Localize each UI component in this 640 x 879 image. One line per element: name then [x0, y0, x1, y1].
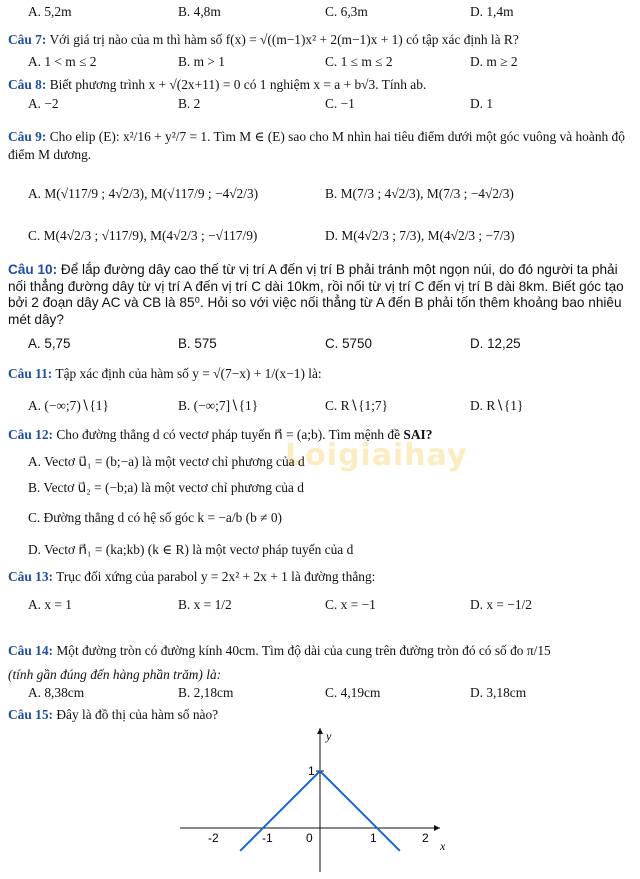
q6-option-d[interactable]: D. 1,4m: [470, 4, 514, 19]
q6-option-c[interactable]: C. 6,3m: [325, 4, 368, 19]
q7-stem: [8, 32, 632, 48]
q14-option-a[interactable]: A. 8,38cm: [28, 685, 85, 700]
q9-stem: [8, 128, 632, 163]
q8-stem: [8, 77, 632, 93]
q11-option-c[interactable]: C. R∖{1;7}: [325, 398, 389, 413]
q13-option-b[interactable]: B. x = 1/2: [178, 597, 232, 612]
q9-option-a[interactable]: A. M(√117/9 ; 4√2/3), M(√117/9 ; −4√2/3): [28, 186, 259, 201]
q8-label: Câu 8:: [8, 77, 47, 92]
q13-option-a[interactable]: A. x = 1: [28, 597, 73, 612]
q14-option-b[interactable]: B. 2,18cm: [178, 685, 234, 700]
q15-text: Đây là đồ thị của hàm số nào?: [56, 707, 219, 722]
q14-option-d[interactable]: D. 3,18cm: [470, 685, 527, 700]
q14-label: Câu 14:: [8, 643, 54, 658]
q11-label: Câu 11:: [8, 366, 53, 381]
q13-option-c[interactable]: C. x = −1: [325, 597, 376, 612]
q12-option-a[interactable]: A. Vectơ u⃗₁ = (b;−a) là một vectơ chỉ phương của d: [28, 454, 305, 469]
q7-option-a[interactable]: A. 1 < m ≤ 2: [28, 54, 97, 69]
q12-option-b[interactable]: B. Vectơ u⃗₂ = (−b;a) là một vectơ chỉ phương của d: [28, 480, 304, 495]
q11-stem: [8, 366, 632, 382]
q7-option-d[interactable]: D. m ≥ 2: [470, 54, 518, 69]
x-tick-label-2: 2: [422, 831, 429, 845]
q10-text: Để lắp đường dây cao thế từ vị trí A đến vị trí B phải tránh một ngọn núi, do đó người ta phải nối thẳng đường dây từ vị trí A đến vị trí C dài 10km, rồi nối từ vị trí C đến vị trí B dài 8km. Biết góc tạo bởi 2 đoạn dây AC và CB là 85⁰. Hỏi so với việc nối thẳng từ A đến B phải tốn thêm khoảng bao nhiêu mét dây?: [8, 262, 624, 327]
q7-text: Với giá trị nào của m thì hàm số f(x) = √((m−1)x² + 2(m−1)x + 1) có tập xác định là R?: [49, 32, 519, 47]
q11-text: Tập xác định của hàm số y = √(7−x) + 1/(x−1) là:: [55, 366, 322, 381]
q11-option-b[interactable]: B. (−∞;7]∖{1}: [178, 398, 259, 413]
q9-option-d[interactable]: D. M(4√2/3 ; 7/3), M(4√2/3 ; −7/3): [325, 228, 515, 243]
x-tick-label-neg2: -2: [208, 831, 219, 845]
q13-stem: [8, 569, 632, 585]
q6-option-a[interactable]: A. 5,2m: [28, 4, 72, 19]
q10-stem: [8, 262, 632, 328]
q14-text: Một đường tròn có đường kính 40cm. Tìm độ dài của cung trên đường tròn đó có số đo π/15: [56, 643, 551, 658]
q8-option-a[interactable]: A. −2: [28, 96, 59, 111]
q13-label: Câu 13:: [8, 569, 54, 584]
q11-option-a[interactable]: A. (−∞;7)∖{1}: [28, 398, 109, 413]
x-axis-label: x: [440, 839, 446, 853]
q14-option-c[interactable]: C. 4,19cm: [325, 685, 381, 700]
q7-label: Câu 7:: [8, 32, 47, 47]
x-tick-label-neg1: -1: [262, 831, 273, 845]
function-graph: [170, 722, 460, 879]
q7-option-b[interactable]: B. m > 1: [178, 54, 225, 69]
y-tick-label-1: 1: [308, 764, 315, 778]
x-tick-label-0: 0: [306, 831, 313, 845]
q13-text: Trục đối xứng của parabol y = 2x² + 2x + 1 là đường thẳng:: [56, 569, 376, 584]
q12-label: Câu 12:: [8, 427, 54, 442]
q8-text: Biết phương trình x + √(2x+11) = 0 có 1 nghiệm x = a + b√3. Tính ab.: [49, 77, 427, 92]
q12-option-c[interactable]: C. Đường thẳng d có hệ số góc k = −a/b (b ≠ 0): [28, 510, 282, 525]
q8-option-d[interactable]: D. 1: [470, 96, 494, 111]
watermark-logo: Loigiaihay: [285, 438, 468, 473]
q10-label: Câu 10:: [8, 262, 58, 277]
q10-option-c[interactable]: C. 5750: [325, 336, 372, 351]
q10-option-b[interactable]: B. 575: [178, 336, 217, 351]
q9-label: Câu 9:: [8, 129, 47, 144]
q13-option-d[interactable]: D. x = −1/2: [470, 597, 532, 612]
q11-option-d[interactable]: D. R∖{1}: [470, 398, 524, 413]
y-axis-label: y: [326, 729, 332, 743]
q6-option-b[interactable]: B. 4,8m: [178, 4, 221, 19]
q12-emphasis: SAI?: [403, 427, 433, 442]
q10-option-a[interactable]: A. 5,75: [28, 336, 71, 351]
q14-stem: [8, 643, 632, 659]
x-tick-label-1: 1: [370, 831, 377, 845]
q8-option-b[interactable]: B. 2: [178, 96, 201, 111]
q15-label: Câu 15:: [8, 707, 54, 722]
q15-stem: [8, 707, 632, 723]
q7-option-c[interactable]: C. 1 ≤ m ≤ 2: [325, 54, 393, 69]
q8-option-c[interactable]: C. −1: [325, 96, 355, 111]
q14-note: (tính gần đúng đến hàng phần trăm) là:: [8, 667, 222, 682]
q9-text: Cho elip (E): x²/16 + y²/7 = 1. Tìm M ∈ (E) sao cho M nhìn hai tiêu điểm dưới một góc vuông và hoành độ điểm M dương.: [8, 129, 625, 162]
q12-text: Cho đường thẳng d có vectơ pháp tuyến n⃗ = (a;b). Tìm mệnh đề: [56, 427, 401, 442]
q9-option-c[interactable]: C. M(4√2/3 ; √117/9), M(4√2/3 ; −√117/9): [28, 228, 258, 243]
q10-option-d[interactable]: D. 12,25: [470, 336, 521, 351]
q12-option-d[interactable]: D. Vectơ n⃗₁ = (ka;kb) (k ∈ R) là một vectơ pháp tuyến của d: [28, 542, 354, 557]
q9-option-b[interactable]: B. M(7/3 ; 4√2/3), M(7/3 ; −4√2/3): [325, 186, 514, 201]
